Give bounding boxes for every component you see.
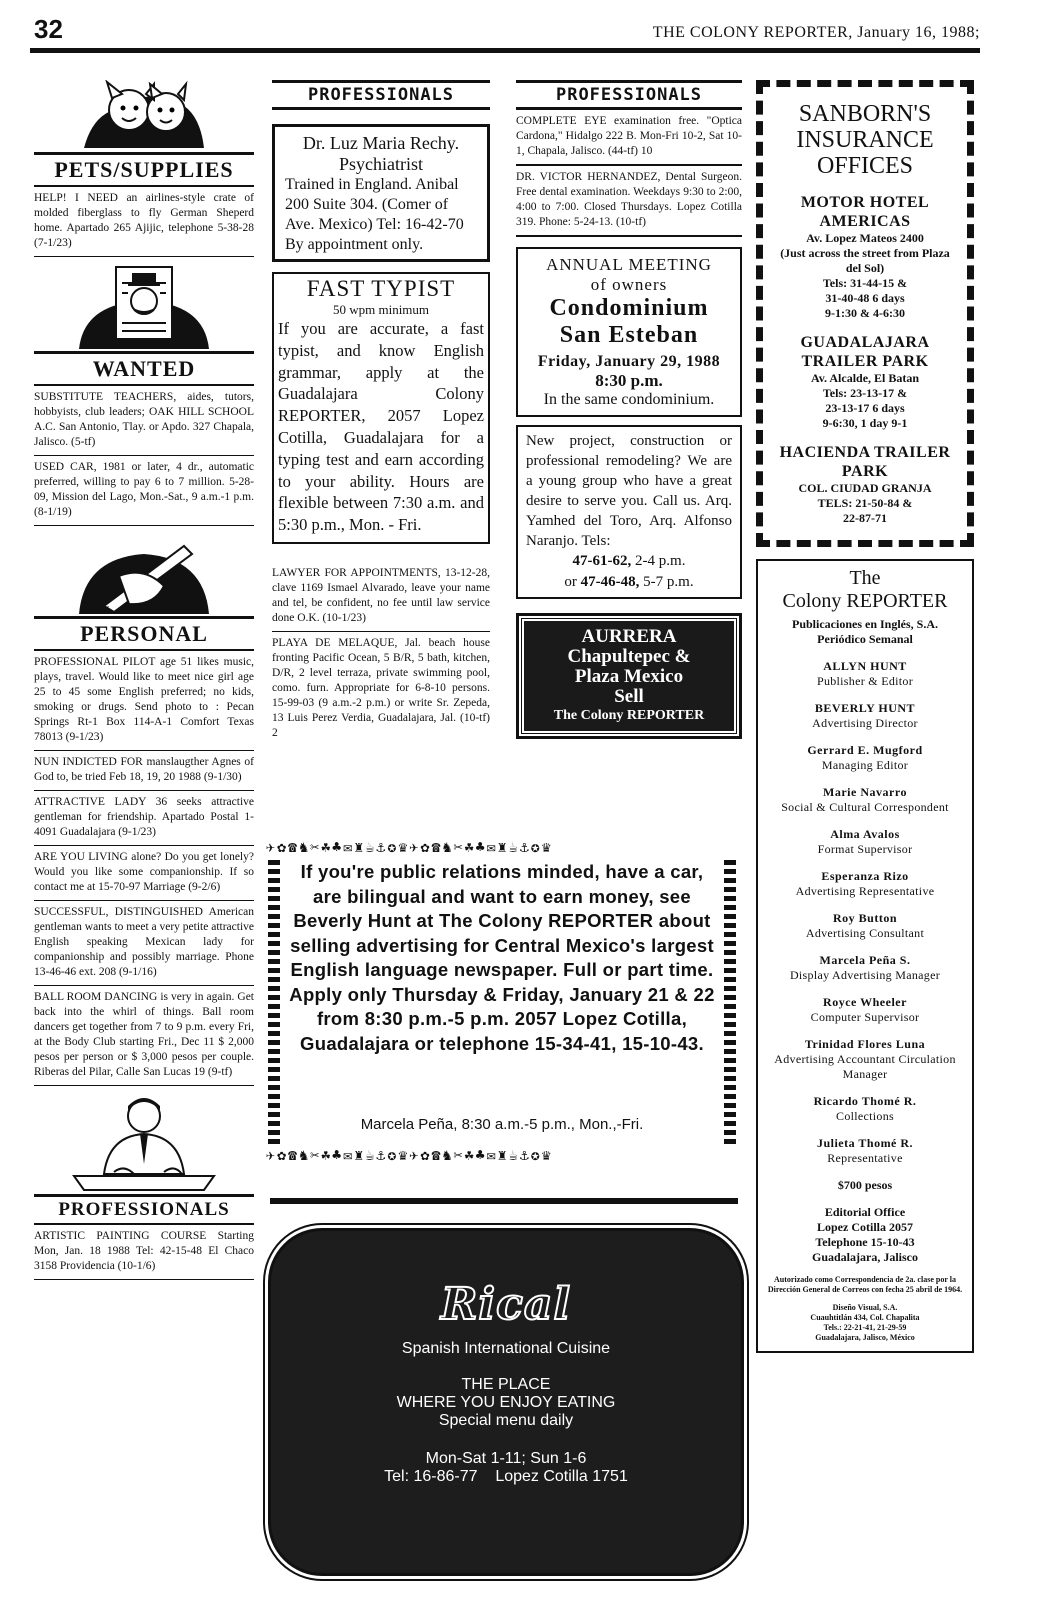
masthead-dateline: THE COLONY REPORTER, January 16, 1988; (652, 24, 980, 41)
staff-name: Gerrard E. Mugford (807, 743, 923, 757)
aurrera-line2: Chapultepec & (567, 646, 691, 667)
annual-meeting-ad (516, 247, 742, 417)
staff-name: Esperanza Rizo (821, 869, 909, 883)
staff-entry (764, 911, 966, 941)
personal-heading: PERSONAL (34, 616, 254, 651)
remodel-hours1: 2-4 p.m. (635, 553, 686, 569)
staff-name: Roy Button (832, 911, 897, 925)
pr-ad-border-bottom: ✈✿☎♞✂☘♣✉♜☕⚓✪♛✈✿☎♞✂☘♣✉♜☕⚓✪♛ (266, 1146, 553, 1164)
office-address-3: Guadalajara, Jalisco (811, 1250, 918, 1264)
column-classifieds-2 (272, 80, 490, 746)
staff-name: Marie Navarro (823, 785, 907, 799)
typist-ad (272, 272, 490, 544)
pets-cat-dog-icon (74, 80, 214, 150)
personal-ad-4: ARE YOU LIVING alone? Do you get lonely? Would you like some companionship. If so contact me at 15-70-97 Marriage (9-2/6) (34, 846, 254, 901)
rical-ad (268, 1228, 744, 1576)
sanborns-title3: OFFICES (816, 153, 914, 179)
typist-sub: 50 wpm minimum (332, 302, 430, 317)
staff-entry (764, 869, 966, 899)
staff-role: Publisher & Editor (816, 674, 914, 688)
rical-top-rule (270, 1198, 738, 1204)
office-line: 23-13-17 6 days (825, 401, 905, 415)
office-address-2: Telephone 15-10-43 (815, 1235, 915, 1249)
staff-role: Collections (836, 1109, 894, 1123)
dentist-ad: DR. VICTOR HERNANDEZ, Dental Surgeon. Free dental examination. Weekdays 9:30 to 2:00, 4:00 to 7:00. Closed Thursdays. Lopez Cotilla 319. Phone: 5-24-13. (10-tf) (516, 166, 742, 237)
personal-ad-3: ATTRACTIVE LADY 36 seeks attractive gentleman for friendship. Apartado Postal 1-4091 Guadalajara (9-1/23) (34, 791, 254, 846)
rechy-title: Psychiatrist (339, 154, 423, 174)
colony-reporter-masthead (756, 559, 974, 1353)
staff-name: Julieta Thomé R. (816, 1136, 914, 1150)
staff-entry (764, 953, 966, 983)
office-title: Editorial Office (824, 1205, 906, 1219)
staff-entry (764, 659, 966, 689)
personal-ad-6: BALL ROOM DANCING is very in again. Get back into the whirl of things. Ball room dancers get together from 7 to 9 p.m. every Fri, at the Body Club starting Fri., Dec 11 $ 2,000 pesos per person or $ 3,000 pesos per couple. Riberas del Pilar, Calle San Lucas 19 (9-tf) (34, 986, 254, 1086)
sanborns-office-2 (773, 333, 957, 431)
rechy-ad (272, 124, 490, 262)
aurrera-line1: AURRERA (581, 626, 677, 647)
office-line: Tels: 31-44-15 & (822, 276, 908, 290)
remodel-tel2: 47-46-48, (580, 574, 640, 590)
masthead-name: Colony REPORTER (782, 590, 948, 612)
remodel-body: New project, construction or professional remodeling? We are a young group who have a great desire to serve you. Call us. Arq. Yamhed del Toro, Arq. Alfonso Naranjo. Tels: (526, 433, 732, 549)
staff-name: Royce Wheeler (823, 995, 907, 1009)
office-line: Av. Lopez Mateos 2400 (806, 231, 924, 245)
rical-line2: WHERE YOU ENJOY EATING (396, 1394, 616, 1411)
pr-ad-body: If you're public relations minded, have a car, are bilingual and want to earn money, see Beverly Hunt at The Colony REPORTER about selling advertising for Central Mexico's largest English language newspaper. Full or part time. Apply only Thursday & Friday, January 21 & 22 from 8:30 p.m.-5 p.m. 2057 Lopez Cotilla, Guadalajara or telephone 15-34-41, 15-10-43. (289, 861, 715, 1054)
staff-name: Marcela Peña S. (819, 953, 911, 967)
masthead-pub2: Periódico Semanal (817, 632, 913, 646)
office-name: MOTOR HOTEL AMERICAS (800, 194, 930, 230)
staff-entry (764, 1136, 966, 1166)
page-number: 32 (34, 14, 63, 44)
staff-role: Advertising Accountant Circulation Manager (774, 1052, 956, 1081)
rical-tel: Tel: 16-86-77 (384, 1468, 478, 1485)
wanted-heading: WANTED (34, 351, 254, 386)
typist-title: FAST TYPIST (306, 276, 456, 301)
remodel-or: or (564, 574, 577, 590)
professionals-heading-col2: PROFESSIONALS (272, 80, 490, 110)
sanborns-office-3 (773, 443, 957, 526)
staff-role: Advertising Director (812, 716, 918, 730)
staff-role: Format Supervisor (817, 842, 913, 856)
writing-hand-icon (74, 536, 214, 616)
aurrera-line4: Sell (614, 686, 644, 707)
office-line: 9-1:30 & 4-6:30 (825, 306, 905, 320)
office-line: 9-6:30, 1 day 9-1 (822, 416, 908, 430)
staff-name: Ricardo Thomé R. (813, 1094, 917, 1108)
staff-role: Representative (827, 1151, 903, 1165)
rical-address: Lopez Cotilla 1751 (495, 1468, 628, 1485)
office-line: TELS: 21-50-84 & (817, 496, 913, 510)
sanborns-office-1 (773, 193, 957, 321)
aurrera-line3: Plaza Mexico (574, 666, 684, 687)
meeting-line2: of owners (590, 275, 668, 294)
aurrera-ad (516, 613, 742, 739)
rical-line1: THE PLACE (461, 1376, 551, 1393)
lawyer-ad: LAWYER FOR APPOINTMENTS, 13-12-28, clave 1169 Ismael Alvarado, leave your name and tel, be confident, no fee until law service done O.K. (10-1/23) (272, 562, 490, 632)
masthead-price: $700 pesos (837, 1178, 893, 1192)
pr-ad-border-left (268, 860, 280, 1146)
remodel-tel1: 47-61-62, (572, 553, 632, 569)
sanborns-ad (756, 80, 974, 547)
design-line-2: Cuauhtitlán 434, Col. Chapalita (810, 1313, 920, 1322)
rical-hours: Mon-Sat 1-11; Sun 1-6 (425, 1450, 587, 1467)
wanted-ad-1: SUBSTITUTE TEACHERS, aides, tutors, hobbyists, club leaders; OAK HILL SCHOOL A.C. San Antonio, Tlay. or Apdo. 327 Chapala, Jalisco. (5-tf) (34, 386, 254, 456)
staff-role: Computer Supervisor (810, 1010, 920, 1024)
remodel-ad (516, 425, 742, 599)
office-line: COL. CIUDAD GRANJA (798, 481, 932, 495)
melaque-ad: PLAYA DE MELAQUE, Jal. beach house fronting Pacific Ocean, 5 B/R, 5 bath, kitchen, D/R, 2 level terraza, private swimming pool, como. furn. Appropriate for 6-8-10 persons. 15-99-03 (9 a.m.-2 p.m.) or write Sr. Zepeda, 13 Luis Perez Verdia, Guadalajara, Jal. (10-tf) 2 (272, 636, 490, 739)
remodel-hours2: 5-7 p.m. (643, 574, 694, 590)
meeting-date: Friday, January 29, 1988 (537, 353, 721, 370)
column-classifieds-1 (34, 80, 254, 1280)
pr-ad (266, 838, 740, 1168)
design-line-4: Guadalajara, Jalisco, México (815, 1333, 915, 1342)
staff-name: BEVERLY HUNT (814, 701, 916, 715)
header-rule (30, 48, 980, 53)
eye-exam-ad: COMPLETE EYE examination free. "Optica Cardona," Hidalgo 222 B. Mon-Fri 10-2, Sat 10-1, Chapala, Jalisco. (44-tf) 10 (516, 110, 742, 166)
pr-ad-border-top: ✈✿☎♞✂☘♣✉♜☕⚓✪♛✈✿☎♞✂☘♣✉♜☕⚓✪♛ (266, 838, 553, 856)
professionals-ad-painting: ARTISTIC PAINTING COURSE Starting Mon, Jan. 18 1988 Tel: 42-15-48 El Chaco 3158 Providencia (10-1/6) (34, 1225, 254, 1280)
column-4 (756, 80, 974, 1353)
office-line: 22-87-71 (843, 511, 887, 525)
rical-contact (271, 1468, 741, 1486)
rical-tagline: Spanish International Cuisine (401, 1340, 611, 1357)
design-line-3: Tels.: 22-21-41, 21-29-59 (823, 1323, 907, 1332)
sanborns-title1: SANBORN'S (798, 101, 932, 127)
personal-ad-5: SUCCESSFUL, DISTINGUISHED American gentleman wants to meet a very petite attractive English speaking Mexican lady for companionship and possibly marriage. Phone 13-46-46 ext. 208 (9-1/16) (34, 901, 254, 986)
masthead-pub1: Publicaciones en Inglés, S.A. (791, 617, 938, 631)
typist-body: If you are accurate, a fast typist, and know English grammar, apply at the Guadalajara Colony REPORTER, 2057 Lopez Cotilla, Guadalajara for a typing test and earn according to your ability. Hours are flexible between 7:30 a.m. and 5:30 p.m., Mon. - Fri. (278, 319, 484, 535)
meeting-line3: Condominium (549, 295, 709, 321)
meeting-line4: San Esteban (559, 322, 699, 348)
meeting-time: 8:30 p.m. (595, 371, 663, 390)
personal-ad-1: PROFESSIONAL PILOT age 51 likes music, plays, travel. Would like to meet nice girl age 25 to 45 some English preferred; no kids, smoking or drugs. Send photo to : Pecan Springs Rt-1 Box 114-A-1 Comfort Texas 78013 (9-1/23) (34, 651, 254, 751)
office-name: GUADALAJARA TRAILER PARK (800, 334, 930, 370)
wanted-ad-2: USED CAR, 1981 or later, 4 dr., automatic preferred, willing to pay 6 to 7 million. 5-28-09, Mission del Lago, Mon.-Sat., 9 a.m.-1 p.m. (8-1/19) (34, 456, 254, 526)
staff-name: ALLYN HUNT (823, 659, 907, 673)
staff-role: Managing Editor (821, 758, 909, 772)
staff-entry (764, 995, 966, 1025)
office-name: HACIENDA TRAILER PARK (779, 444, 951, 480)
office-address-1: Lopez Cotilla 2057 (817, 1220, 913, 1234)
wanted-man-icon (74, 263, 214, 351)
staff-name: Trinidad Flores Luna (804, 1037, 926, 1051)
meeting-place: In the same condominium. (543, 391, 715, 408)
aurrera-line5: The Colony REPORTER (553, 708, 705, 723)
pr-ad-border-right (724, 860, 736, 1146)
remodel-phones (526, 551, 732, 593)
staff-role: Advertising Consultant (805, 926, 925, 940)
staff-entry (764, 785, 966, 815)
staff-entry (764, 743, 966, 773)
rechy-body: Trained in England. Anibal 200 Suite 304. (Comer of Ave. Mexico) Tel: 16-42-70 By appointment only. (285, 176, 464, 253)
professionals-heading-col3: PROFESSIONALS (516, 80, 742, 110)
staff-role: Social & Cultural Correspondent (781, 800, 949, 814)
staff-role: Advertising Representative (795, 884, 935, 898)
staff-entry (764, 1037, 966, 1082)
masthead-legal: Autorizado como Correspondencia de 2a. clase por la Dirección General de Correos con fecha 25 abril de 1964. (767, 1275, 963, 1294)
rechy-name: Dr. Luz Maria Rechy. (302, 133, 460, 153)
pets-heading: PETS/SUPPLIES (34, 152, 254, 187)
personal-ad-2: NUN INDICTED FOR manslaugther Agnes of God to, be tried Feb 18, 19, 20 1988 (9-1/30) (34, 751, 254, 791)
meeting-line1: ANNUAL MEETING (546, 255, 712, 274)
office-line: (Just across the street from Plaza del Sol) (780, 246, 950, 275)
staff-entry (764, 1094, 966, 1124)
design-line-1: Diseño Visual, S.A. (832, 1303, 898, 1312)
rical-logo: Rical (440, 1279, 572, 1330)
man-at-desk-icon (64, 1094, 224, 1194)
staff-entry (764, 827, 966, 857)
office-line: Tels: 23-13-17 & (822, 386, 908, 400)
professionals-heading-col1: PROFESSIONALS (34, 1194, 254, 1225)
masthead-the: The (849, 567, 881, 589)
staff-role: Display Advertising Manager (789, 968, 941, 982)
rical-line3: Special menu daily (438, 1412, 574, 1429)
staff-name: Alma Avalos (830, 827, 900, 841)
sanborns-title2: INSURANCE (796, 127, 934, 153)
staff-entry (764, 701, 966, 731)
pets-ad: HELP! I NEED an airlines-style crate of molded fiberglass to fly German Sheperd home. Apartado 265 Ajijic, telephone 5-38-28 (7-1/23) (34, 187, 254, 257)
office-line: Av. Alcalde, El Batan (810, 371, 920, 385)
office-line: 31-40-48 6 days (825, 291, 905, 305)
column-classifieds-3 (516, 80, 742, 739)
pr-ad-contact: Marcela Peña, 8:30 a.m.-5 p.m., Mon.,-Fri. (360, 1116, 644, 1133)
